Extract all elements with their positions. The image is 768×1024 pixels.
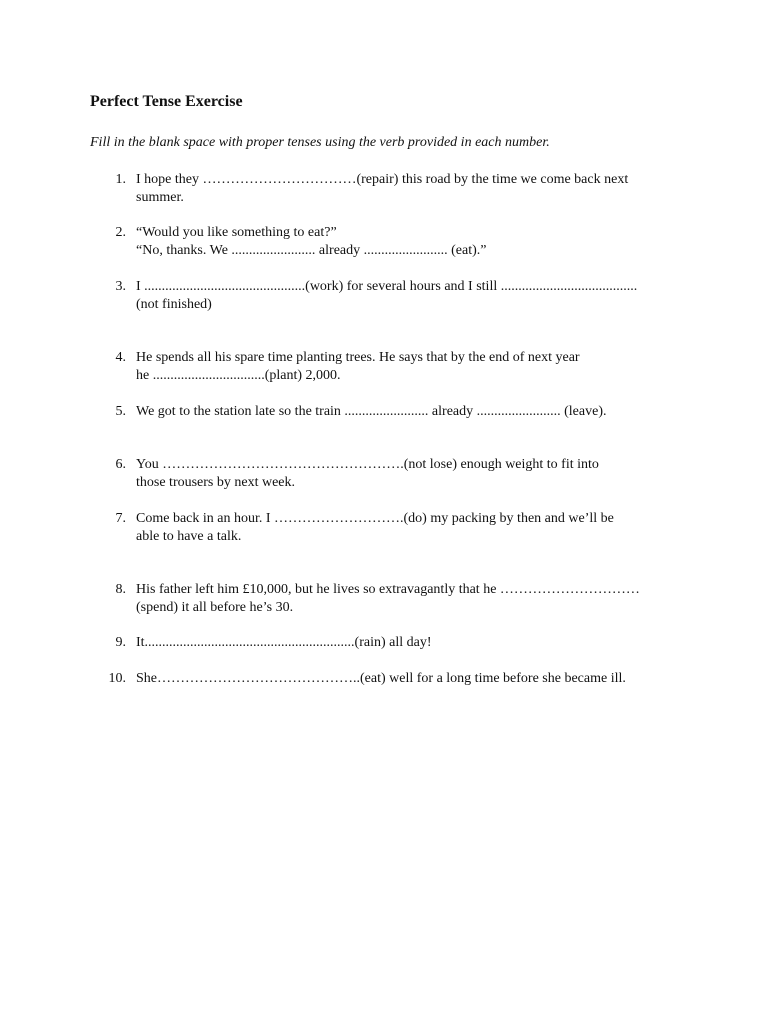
question-number: 5. [115,404,126,419]
question-line: those trousers by next week. [136,475,296,490]
question-number: 2. [115,225,126,240]
question-line: “Would you like something to eat?” [136,225,337,240]
question-number: 7. [115,511,126,526]
question-line: It............................................................(rain) all day! [136,635,432,650]
instruction-text: Fill in the blank space with proper tenses using the verb provided in each number. [90,135,550,150]
question-line: He spends all his spare time planting trees. He says that by the end of next year [136,350,580,365]
question-line: “No, thanks. We ........................ already ........................ (eat).” [136,243,487,258]
question-line: able to have a talk. [136,529,242,544]
question-line: (not finished) [136,297,212,312]
question-number: 9. [115,635,126,650]
question-line: We got to the station late so the train ........................ already ........................ (leave). [136,404,607,419]
question-number: 4. [115,350,126,365]
question-line: She……………………………………..(eat) well for a long time before she became ill. [136,671,626,686]
question-number: 1. [115,172,126,187]
question-number: 6. [115,457,126,472]
question-number: 8. [115,582,126,597]
question-number: 3. [115,279,126,294]
question-line: (spend) it all before he’s 30. [136,600,294,615]
question-line: You …………………………………………….(not lose) enough weight to fit into [136,457,599,472]
question-line: Come back in an hour. I ……………………….(do) my packing by then and we’ll be [136,511,614,526]
question-line: summer. [136,190,184,205]
question-line: His father left him £10,000, but he lives so extravagantly that he ………………………… [136,582,640,597]
question-line: he ................................(plant) 2,000. [136,368,341,383]
question-number: 10. [108,671,126,686]
page-title: Perfect Tense Exercise [90,93,243,110]
question-line: I ..............................................(work) for several hours and I still ....................................... [136,279,638,294]
question-line: I hope they ……………………………(repair) this road by the time we come back next [136,172,629,187]
